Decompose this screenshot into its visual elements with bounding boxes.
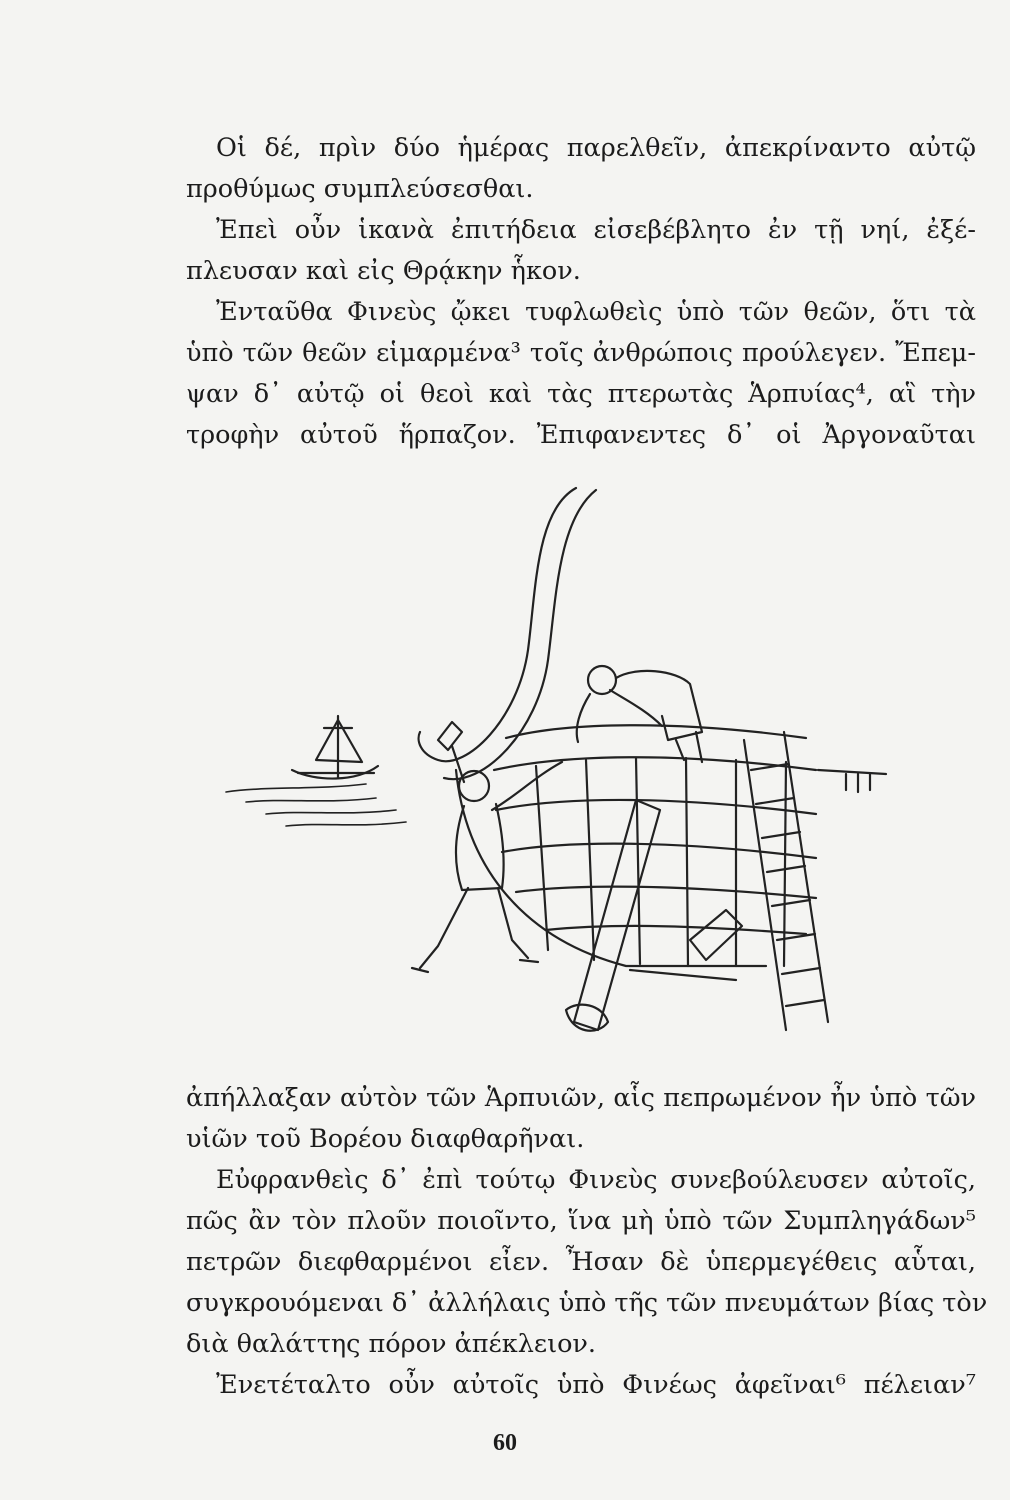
ship-hull-drawing [456, 725, 886, 966]
shipbuilding-illustration [206, 470, 926, 1060]
text-line: πετρῶν διεφθαρμένοι εἶεν. Ἦσαν δὲ ὑπερμεγέθεις αὗται, [186, 1247, 976, 1277]
text-line: Εὐφρανθεὶς δ᾿ ἐπὶ τούτῳ Φινεὺς συνεβούλευσεν αὐτοῖς, [216, 1165, 976, 1195]
text-line: ἀπήλλαξαν αὐτὸν τῶν Ἁρπυιῶν, αἷς πεπρωμένον ἦν ὑπὸ τῶν [186, 1083, 976, 1113]
text-block-bottom [186, 1078, 988, 1406]
text-line: προθύμως συμπλεύσεσθαι. [186, 174, 534, 204]
text-line: συγκρουόμεναι δ᾿ ἀλλήλαις ὑπὸ τῆς τῶν πνευμάτων βίας τὸν [186, 1288, 988, 1318]
text-line: πλευσαν καὶ εἰς Θρᾴκην ἧκον. [186, 256, 581, 286]
page-number: 60 [493, 1430, 517, 1456]
support-beam-drawing [574, 800, 660, 1030]
text-line: ψαν δ᾿ αὐτῷ οἱ θεοὶ καὶ τὰς πτερωτὰς Ἁρπυίας⁴, αἳ τὴν [186, 379, 976, 409]
text-line: ὑπὸ τῶν θεῶν εἱμαρμένα³ τοῖς ἀνθρώποις προύλεγεν. Ἔπεμ- [186, 338, 976, 368]
text-line: τροφὴν αὐτοῦ ἥρπαζον. Ἐπιφανεντες δ᾿ οἱ Ἀργοναῦται [186, 420, 976, 450]
text-line: Ἐνταῦθα Φινεὺς ᾤκει τυφλωθεὶς ὑπὸ τῶν θεῶν, ὅτι τὰ [216, 297, 976, 327]
text-line: Ἐνετέταλτο οὖν αὐτοῖς ὑπὸ Φινέως ἀφεῖναι⁶ πέλειαν⁷ [216, 1370, 976, 1400]
text-line: Οἱ δέ, πρὶν δύο ἡμέρας παρελθεῖν, ἀπεκρίναντο αὐτῷ [216, 133, 976, 163]
text-line: πῶς ἂν τὸν πλοῦν ποιοῖντο, ἵνα μὴ ὑπὸ τῶν Συμπληγάδων⁵ [186, 1206, 976, 1236]
text-line: υἱῶν τοῦ Βορέου διαφθαρῆναι. [186, 1124, 585, 1154]
sea-waves-drawing [226, 784, 406, 826]
distant-ship-drawing [292, 716, 378, 779]
text-block-top [186, 128, 976, 456]
worker-bending-drawing [577, 666, 702, 762]
text-line: διὰ θαλάττης πόρον ἀπέκλειον. [186, 1329, 597, 1359]
text-line: Ἐπεὶ οὖν ἱκανὰ ἐπιτήδεια εἰσεβέβλητο ἐν τῇ νηί, ἐξέ- [216, 215, 976, 245]
